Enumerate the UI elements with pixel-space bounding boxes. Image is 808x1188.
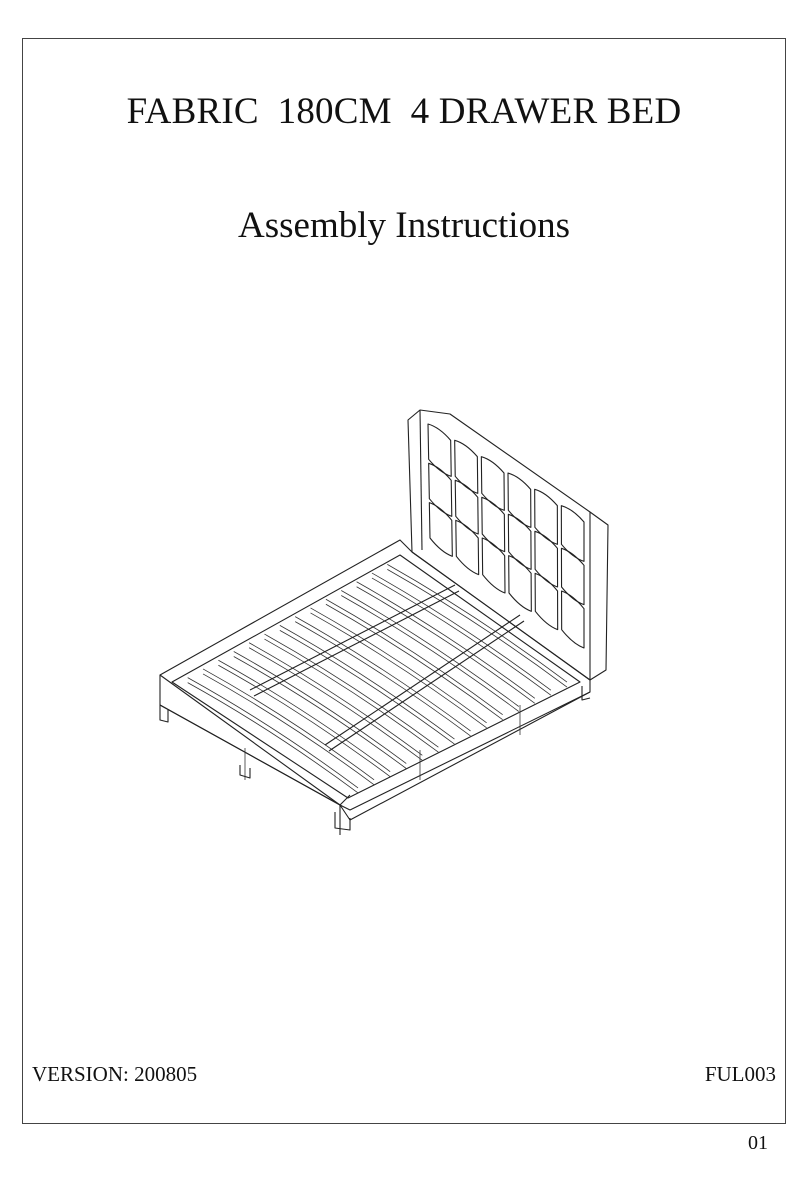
bed-slat [372,573,551,690]
bed-slat [280,625,455,739]
version-label: VERSION [32,1062,124,1086]
bed-slat [218,665,390,776]
headboard-tuft [508,514,531,569]
document-subtitle: Assembly Instructions [238,205,570,246]
bed-illustration [150,400,620,840]
bed-base [160,540,590,835]
slat-group [188,564,567,793]
headboard-tuft [535,489,558,544]
bed-slat [295,622,470,736]
headboard-tuft [535,531,558,587]
center-rails [250,585,524,751]
headboard-tuft [535,573,558,629]
model-code: FUL003 [704,1062,776,1086]
bed-slat [188,678,358,788]
bed-slat [311,608,487,723]
headboard-tuft [508,473,531,527]
bed-slat [372,578,551,695]
version-value: : 200805 [123,1062,198,1086]
headboard-tuft [455,440,478,493]
document-title: FABRIC 180CM 4 DRAWER BED [126,91,682,132]
bed-slat [387,564,567,682]
version-text [32,1062,197,1087]
bed-slat [387,569,567,687]
bed-slat [311,613,487,728]
bed-slat [264,634,438,747]
headboard-tuft [482,538,505,593]
headboard-tuft [481,457,504,511]
headboard-tuft [561,548,584,604]
headboard-tuft [562,591,584,648]
headboard-tuft [509,556,532,612]
bed-slat [280,630,455,744]
page-number: 01 [748,1132,768,1154]
headboard-tuft [561,506,584,562]
bed-slat [188,683,358,793]
